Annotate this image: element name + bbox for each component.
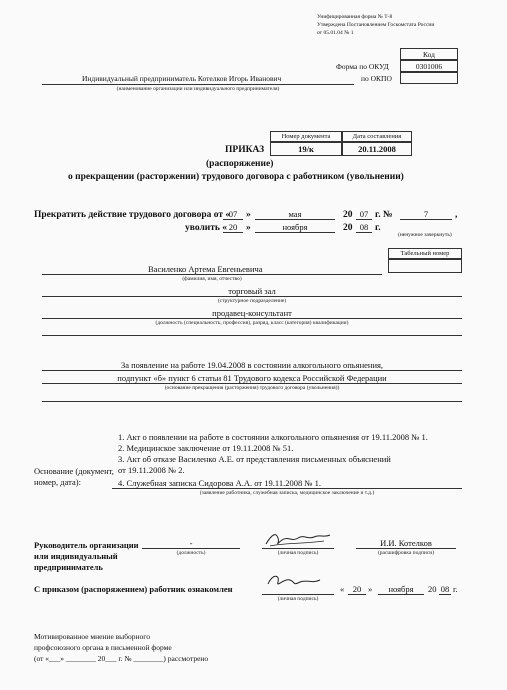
order-heading: о прекращении (расторжении) трудового договора с работником (увольнении) bbox=[68, 172, 404, 182]
fire-year-prefix: 20 bbox=[343, 223, 353, 233]
union-line2: профсоюзного органа в письменной форме bbox=[34, 643, 172, 652]
organization-name: Индивидуальный предприниматель Котелков Игорь Иванович bbox=[82, 74, 282, 83]
employee-signature-line bbox=[262, 594, 334, 595]
ack-label: С приказом (распоряжением) работник ознакомлен bbox=[34, 584, 233, 594]
position-line bbox=[42, 318, 462, 319]
employee-name: Василенко Артема Евгеньевича bbox=[148, 264, 263, 274]
fire-day: 20 bbox=[228, 222, 238, 232]
head-name-line bbox=[356, 548, 456, 549]
basis-label-line2: номер, дата): bbox=[34, 477, 81, 487]
position-hint: (должность (специальность, профессия), разряд, класс (категория) квалификации) bbox=[155, 320, 349, 326]
head-name: И.И. Котелков bbox=[380, 538, 432, 548]
fire-day-line bbox=[223, 232, 243, 233]
terminate-label: Прекратить действие трудового договора от « bbox=[34, 210, 231, 220]
employee-signature-hint: (личная подпись) bbox=[277, 596, 319, 602]
head-position: - bbox=[189, 538, 193, 548]
contract-month-line bbox=[255, 219, 335, 220]
contract-month: мая bbox=[288, 209, 302, 219]
reason-line1: За появление на работе 19.04.2008 в состоянии алкогольного опьянения, bbox=[120, 360, 384, 370]
contract-number-line bbox=[400, 219, 452, 220]
order-title: ПРИКАЗ bbox=[225, 145, 265, 155]
basis-line bbox=[112, 488, 462, 489]
organization-name-line bbox=[42, 84, 354, 85]
employee-department: торговый зал bbox=[228, 286, 276, 296]
head-signature-hint: (личная подпись) bbox=[277, 550, 319, 556]
contract-year-suffix: г. № bbox=[375, 210, 393, 220]
form-reference-line2: Утверждена Постановлением Госкомстата России bbox=[317, 22, 435, 28]
order-subtitle: (распоряжение) bbox=[206, 159, 274, 169]
okpo-code-cell bbox=[400, 72, 458, 84]
head-signature-line bbox=[262, 548, 334, 549]
contract-number: 7 bbox=[423, 209, 429, 219]
employee-name-line bbox=[42, 274, 382, 275]
fire-day-close-quote: » bbox=[246, 223, 251, 233]
head-position-hint: (должность) bbox=[176, 550, 206, 556]
reason-line1-rule bbox=[42, 370, 462, 371]
department-line bbox=[42, 296, 462, 297]
employee-position: продавец-консультант bbox=[212, 308, 292, 318]
okud-label: Форма по ОКУД bbox=[336, 62, 389, 71]
fire-year: 08 bbox=[359, 222, 369, 232]
ack-year: 08 bbox=[440, 584, 450, 594]
doc-date-value: 20.11.2008 bbox=[342, 142, 412, 156]
department-hint: (структурное подразделение) bbox=[217, 298, 287, 304]
basis-item-4: 4. Служебная записка Сидорова А.А. от 19.11.2008 № 1. bbox=[118, 478, 321, 488]
form-reference-line1: Унифицированная форма № Т-8 bbox=[317, 14, 393, 20]
doc-number-value: 19/к bbox=[270, 142, 342, 156]
fire-label: уволить « bbox=[185, 223, 228, 233]
contract-day: 07 bbox=[228, 209, 238, 219]
fire-year-line bbox=[356, 232, 372, 233]
reason-line2-rule bbox=[42, 383, 462, 384]
ack-year-suffix: г. bbox=[453, 584, 458, 594]
employee-signature-icon bbox=[262, 570, 334, 592]
basis-item-2: 2. Медицинское заключение от 19.11.2008 № 51. bbox=[118, 443, 294, 453]
contract-day-line bbox=[223, 219, 243, 220]
fire-month: ноября bbox=[282, 222, 308, 232]
ack-month: ноября bbox=[388, 584, 414, 594]
contract-day-close-quote: » bbox=[246, 210, 251, 220]
head-label-line2: или индивидуальный bbox=[34, 551, 118, 561]
head-name-hint: (расшифровка подписи) bbox=[377, 550, 435, 556]
okud-code-cell: 0301006 bbox=[400, 60, 458, 72]
employee-name-hint: (фамилия, имя, отчество) bbox=[182, 276, 242, 282]
head-position-line bbox=[142, 548, 240, 549]
fire-year-suffix: г. bbox=[375, 223, 381, 233]
reason-extra-line bbox=[42, 401, 462, 402]
ack-day-line bbox=[348, 594, 366, 595]
reason-hint: (основание прекращения (расторжения) трудового договора (увольнения)) bbox=[164, 385, 340, 391]
doc-number-header: Номер документа bbox=[270, 131, 342, 142]
position-extra-line bbox=[42, 335, 462, 336]
tab-number-value bbox=[388, 259, 462, 273]
union-line1: Мотивированное мнение выборного bbox=[34, 632, 150, 641]
ack-open-quote: « bbox=[340, 584, 345, 594]
code-header-cell: Код bbox=[400, 48, 458, 60]
contract-year: 07 bbox=[359, 209, 369, 219]
fire-month-line bbox=[255, 232, 335, 233]
okpo-label: по ОКПО bbox=[361, 74, 392, 83]
ack-year-prefix: 20 bbox=[428, 584, 437, 594]
reason-line2: подпункт «б» пункт 6 статьи 81 Трудового кодекса Российской Федерации bbox=[117, 373, 387, 383]
union-line3: (от «___» ________ 20___ г. № ________) рассмотрено bbox=[34, 654, 209, 663]
basis-item-3-cont: от 19.11.2008 № 2. bbox=[118, 465, 185, 475]
strike-hint: (ненужное зачеркнуть) bbox=[398, 232, 452, 238]
organization-hint: (наименование организации или индивидуального предпринимателя) bbox=[116, 86, 280, 92]
basis-label-line1: Основание (документ, bbox=[34, 466, 114, 476]
basis-hint: (заявление работника, служебная записка, медицинское заключение и т.д.) bbox=[199, 490, 375, 496]
contract-comma: , bbox=[455, 210, 458, 220]
ack-year-line bbox=[439, 594, 451, 595]
ack-day: 20 bbox=[352, 584, 362, 594]
contract-year-prefix: 20 bbox=[343, 210, 353, 220]
ack-close-quote: » bbox=[368, 584, 373, 594]
form-reference-line3: от 05.01.04 № 1 bbox=[317, 30, 354, 36]
basis-item-3: 3. Акт об отказе Василенко А.Е. от представления письменных объяснений bbox=[118, 454, 391, 464]
contract-year-line bbox=[356, 219, 372, 220]
head-label-line1: Руководитель организации bbox=[34, 540, 139, 550]
doc-date-header: Дата составления bbox=[342, 131, 412, 142]
ack-month-line bbox=[378, 594, 424, 595]
tab-number-header: Табельный номер bbox=[388, 248, 462, 259]
basis-item-1: 1. Акт о появлении на работе в состоянии алкогольного опьянения от 19.11.2008 № 1. bbox=[118, 432, 428, 442]
head-label-line3: предприниматель bbox=[34, 562, 103, 572]
